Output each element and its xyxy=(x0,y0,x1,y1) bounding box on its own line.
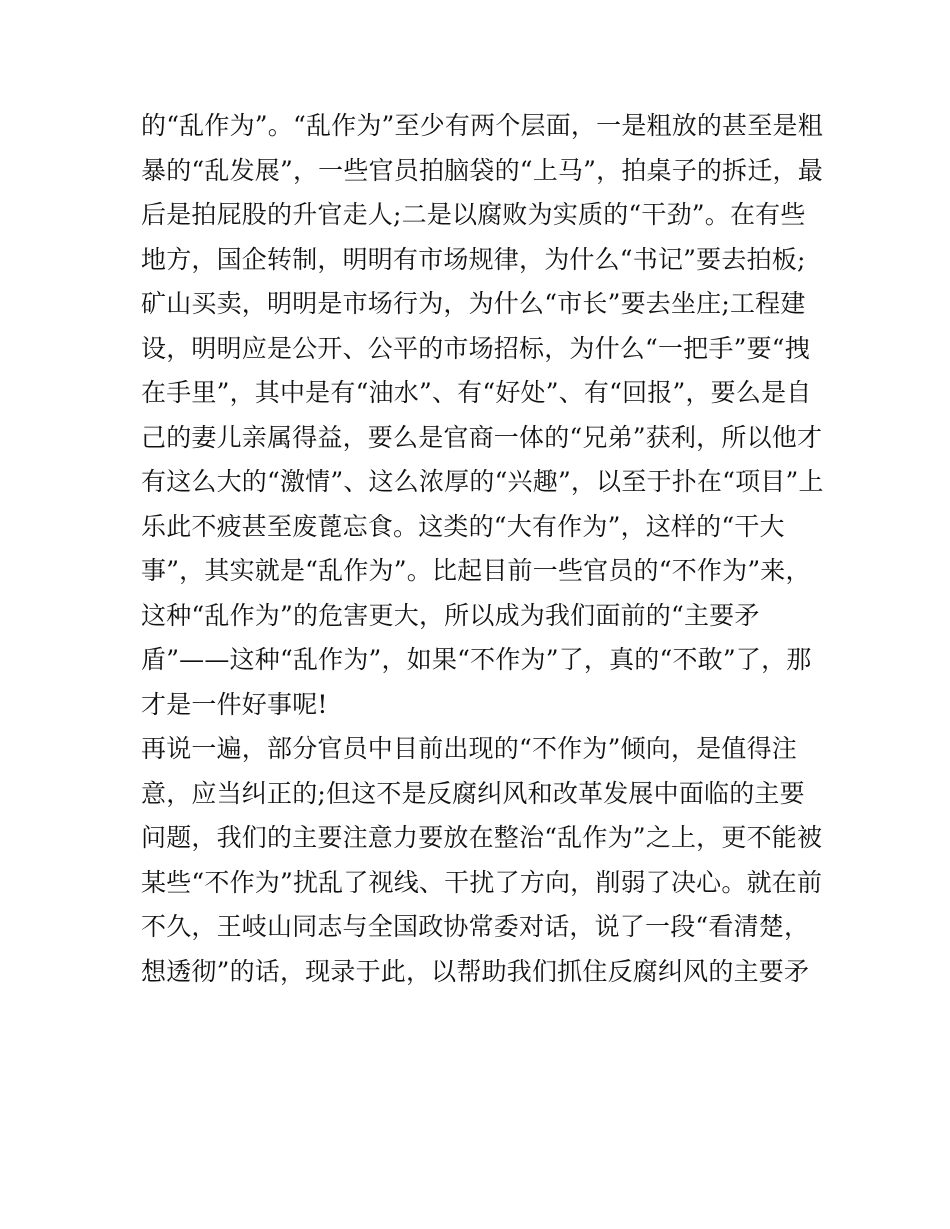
text-line-3: 后是拍屁股的升官走人;二是以腐败为实质的“干劲”。在有些 xyxy=(141,200,806,229)
text-line-11: 事”，其实就是“乱作为”。比起目前一些官员的“不作为”来， xyxy=(141,556,811,585)
text-line-14: 才是一件好事呢! xyxy=(141,689,328,719)
text-line-6: 设，明明应是公开、公平的市场招标，为什么“一把手”要“拽 xyxy=(141,333,810,363)
text-line-17: 问题，我们的主要注意力要放在整治“乱作为”之上，更不能被 xyxy=(141,823,823,852)
body-text xyxy=(141,104,824,994)
text-line-2: 暴的“乱发展”，一些官员拍脑袋的“上马”，拍桌子的拆迁，最 xyxy=(141,155,823,185)
text-line-8: 己的妻儿亲属得益，要么是官商一体的“兄弟”获利，所以他才 xyxy=(141,422,823,452)
text-line-12: 这种“乱作为”的危害更大，所以成为我们面前的“主要矛 xyxy=(141,600,760,630)
text-line-9: 有这么大的“激情”、这么浓厚的“兴趣”，以至于扑在“项目”上 xyxy=(141,467,824,496)
text-line-13: 盾”——这种“乱作为”，如果“不作为”了，真的“不敢”了，那 xyxy=(141,645,812,674)
text-line-5: 矿山买卖，明明是市场行为，为什么“市长”要去坐庄;工程建 xyxy=(141,289,806,318)
text-line-10: 乐此不疲甚至废蓖忘食。这类的“大有作为”，这样的“干大 xyxy=(141,511,785,541)
text-line-7: 在手里”，其中是有“油水”、有“好处”、有“回报”，要么是自 xyxy=(141,378,812,407)
text-line-4: 地方，国企转制，明明有市场规律，为什么“书记”要去拍板; xyxy=(141,244,806,274)
text-line-18: 某些“不作为”扰乱了视线、干扰了方向，削弱了决心。就在前 xyxy=(141,867,823,897)
text-line-19: 不久，王岐山同志与全国政协常委对话，说了一段“看清楚， xyxy=(141,912,810,941)
text-line-1: 的“乱作为”。“乱作为”至少有两个层面，一是粗放的甚至是粗 xyxy=(141,111,823,140)
text-line-16: 意，应当纠正的;但这不是反腐纠风和改革发展中面临的主要 xyxy=(141,778,805,808)
text-line-20: 想透彻”的话，现录于此，以帮助我们抓住反腐纠风的主要矛 xyxy=(141,956,810,986)
text-line-15: 再说一遍，部分官员中目前出现的“不作为”倾向，是值得注 xyxy=(141,734,797,763)
